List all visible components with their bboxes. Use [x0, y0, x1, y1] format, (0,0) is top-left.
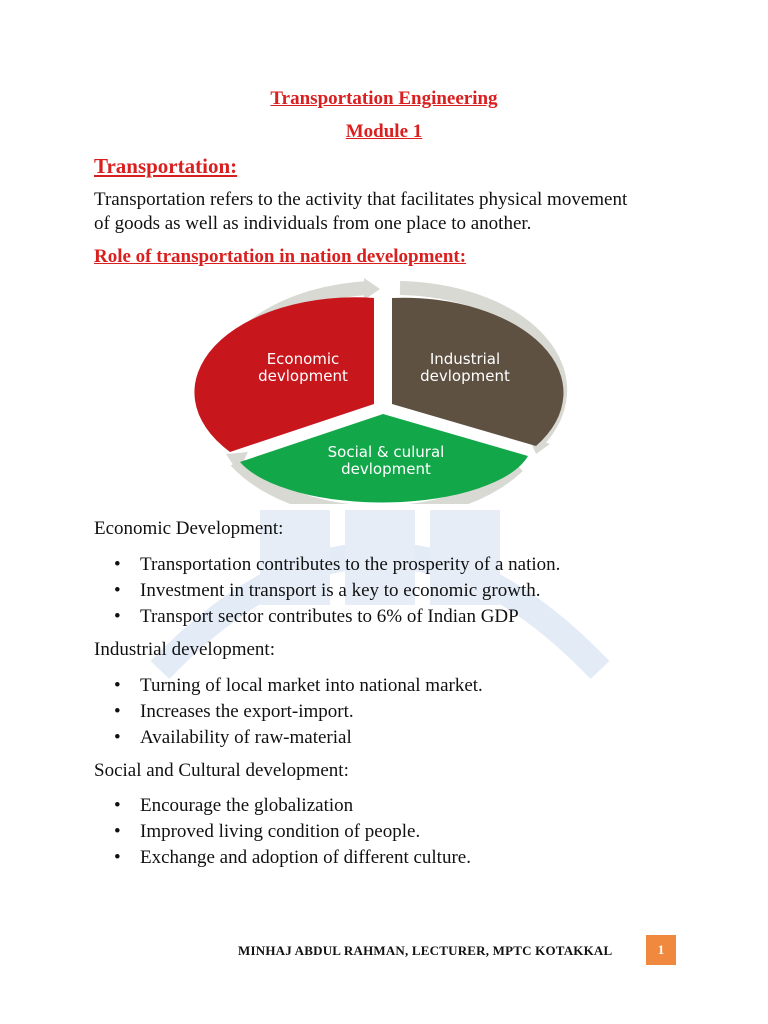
industrial-heading: Industrial development: [94, 639, 275, 660]
social-heading: Social and Cultural development: [94, 760, 349, 781]
segment-social-label-1: Social & culural [327, 443, 445, 461]
segment-economic-label-1: Economic [266, 350, 340, 368]
document-title: Transportation Engineering [270, 88, 498, 109]
paragraph-line: of goods as well as individuals from one place to another. [94, 213, 532, 234]
list-item: • Transport sector contributes to 6% of Indian GDP [140, 604, 740, 630]
page-number-badge: 1 [646, 935, 676, 965]
transportation-heading: Transportation: [94, 154, 238, 178]
segment-industrial-label-1: Industrial [429, 350, 501, 368]
list-item: • Improved living condition of people. [140, 819, 740, 845]
list-item: • Encourage the globalization [140, 793, 740, 819]
economic-heading: Economic Development: [94, 518, 284, 539]
module-heading: Module 1 [345, 121, 423, 142]
list-item: • Exchange and adoption of different culture. [140, 845, 740, 871]
segment-industrial-label-2: devlopment [420, 367, 510, 385]
footer-author: MINHAJ ABDUL RAHMAN, LECTURER, MPTC KOTAKKAL [238, 943, 613, 958]
economic-list [94, 552, 740, 630]
paragraph-line: Transportation refers to the activity that facilitates physical movement [94, 189, 628, 210]
list-item: • Transportation contributes to the prosperity of a nation. [140, 552, 740, 578]
segment-economic-label-2: devlopment [258, 367, 348, 385]
ring-arrow-top [364, 278, 380, 300]
role-heading: Role of transportation in nation development: [94, 246, 467, 267]
list-item: • Investment in transport is a key to economic growth. [140, 578, 740, 604]
list-item: • Availability of raw-material [140, 725, 740, 751]
development-cycle-diagram [178, 276, 588, 504]
transportation-paragraph [94, 188, 694, 236]
industrial-list [94, 673, 740, 751]
social-list [94, 793, 740, 871]
segment-social-label-2: devlopment [341, 460, 431, 478]
list-item: • Turning of local market into national market. [140, 673, 740, 699]
list-item: • Increases the export-import. [140, 699, 740, 725]
